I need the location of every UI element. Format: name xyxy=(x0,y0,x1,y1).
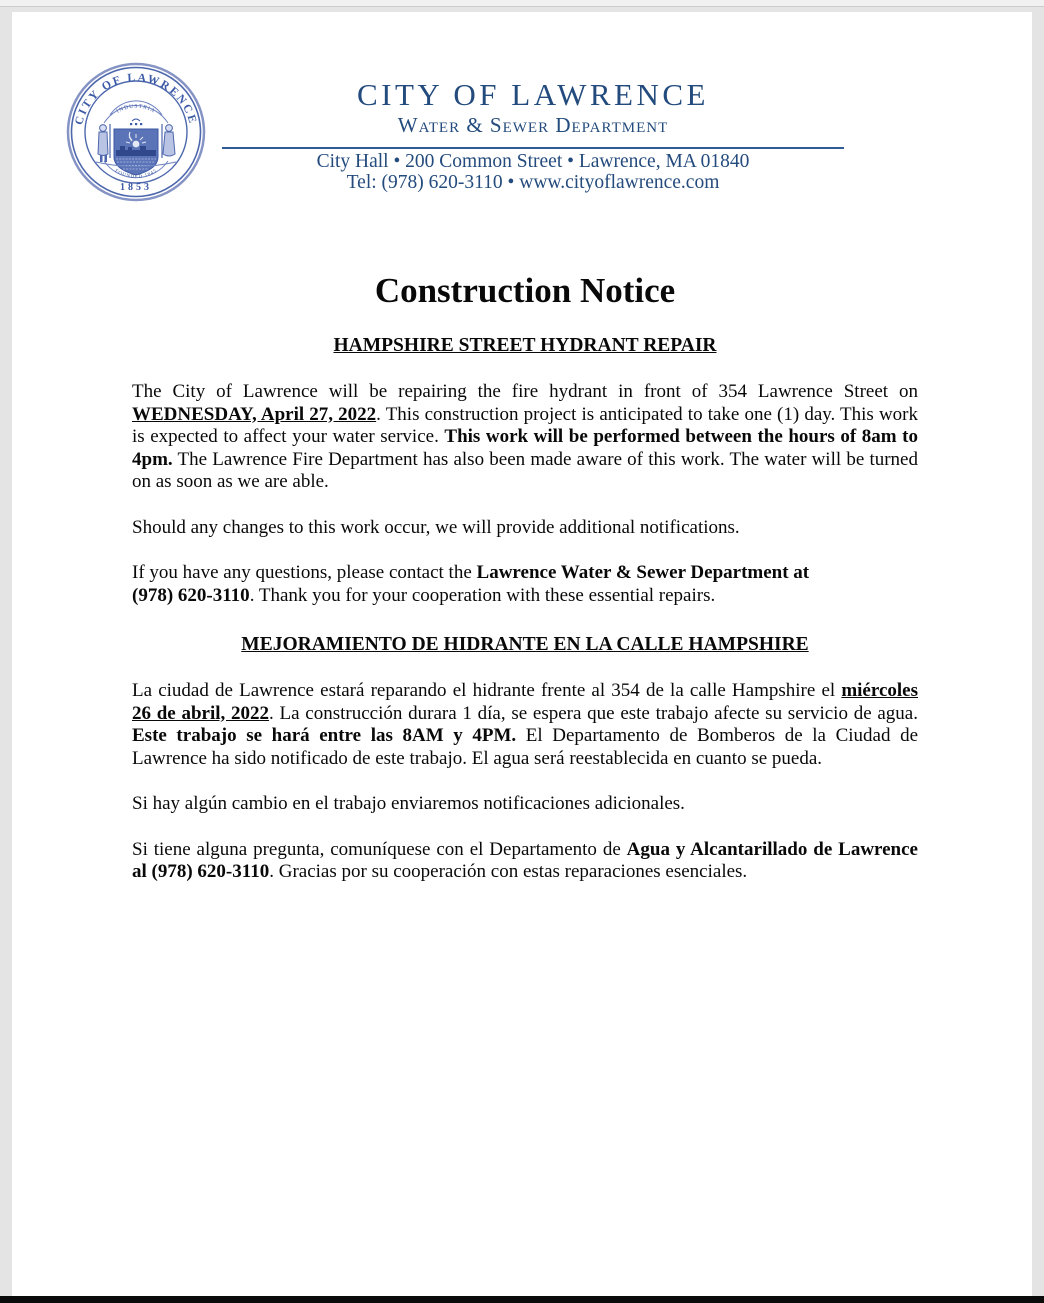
seal-ring-text: CITY OF LAWRENCE xyxy=(73,71,199,127)
section-heading-spanish: MEJORAMIENTO DE HIDRANTE EN LA CALLE HAMPSHIRE xyxy=(241,634,809,655)
letterhead-rule xyxy=(222,147,844,149)
section-heading-english: HAMPSHIRE STREET HYDRANT REPAIR xyxy=(333,335,717,356)
notice-page xyxy=(12,12,1032,1296)
english-paragraph-3: If you have any questions, please contact the Lawrence Water & Sewer Department at (978) 620-3110. Thank you for your cooperation with these essential repairs. xyxy=(132,562,810,606)
english-paragraph-2: Should any changes to this work occur, we will provide additional notifications. xyxy=(132,516,740,538)
address-line-1: City Hall • 200 Common Street • Lawrence, MA 01840 xyxy=(316,151,750,172)
org-name: CITY OF LAWRENCE xyxy=(356,77,709,112)
viewer-top-chrome xyxy=(0,0,1044,7)
seal-banner: FOUNDED 1845 xyxy=(113,168,159,181)
seal-motto: INDUSTRIA xyxy=(115,103,157,115)
spanish-paragraph-1: La ciudad de Lawrence estará reparando el hidrante frente al 354 de la calle Hampshire el miércoles 26 de abril, 2022. La construcción durara 1 día, se espera que este trabajo afecte su servicio de agua. Este trabajo se hará entre las 8AM y 4PM. El Departamento de Bomberos de la Ciudad de Lawrence ha sido notificado de este trabajo. El agua será reestablecida en cuanto se pueda. xyxy=(132,680,918,769)
spanish-paragraph-2: Si hay algún cambio en el trabajo enviaremos notificaciones adicionales. xyxy=(132,793,685,814)
notice-body xyxy=(132,272,918,884)
department-name: Water & Sewer Department xyxy=(397,113,669,137)
english-paragraph-1: The City of Lawrence will be repairing the fire hydrant in front of 354 Lawrence Street on WEDNESDAY, April 27, 2022. This construction project is anticipated to take one (1) day. This work is expected to affect your water service. This work will be performed between the hours of 8am to 4pm. The Lawrence Fire Department has also been made aware of this work. The water will be turned on as soon as we are able. xyxy=(132,381,919,492)
city-of-lawrence-seal-icon xyxy=(66,62,206,202)
seal-year: 1853 xyxy=(120,182,152,193)
address-line-2: Tel: (978) 620-3110 • www.cityoflawrence.com xyxy=(346,171,720,193)
letterhead-text xyxy=(222,78,844,193)
notice-title: Construction Notice xyxy=(374,271,676,310)
window-bottom-edge xyxy=(0,1296,1044,1303)
letterhead xyxy=(12,12,1032,272)
spanish-paragraph-3: Si tiene alguna pregunta, comuníquese con el Departamento de Agua y Alcantarillado de Lawrence al (978) 620-3110. Gracias por su cooperación con estas reparaciones esenciales. xyxy=(132,838,918,882)
